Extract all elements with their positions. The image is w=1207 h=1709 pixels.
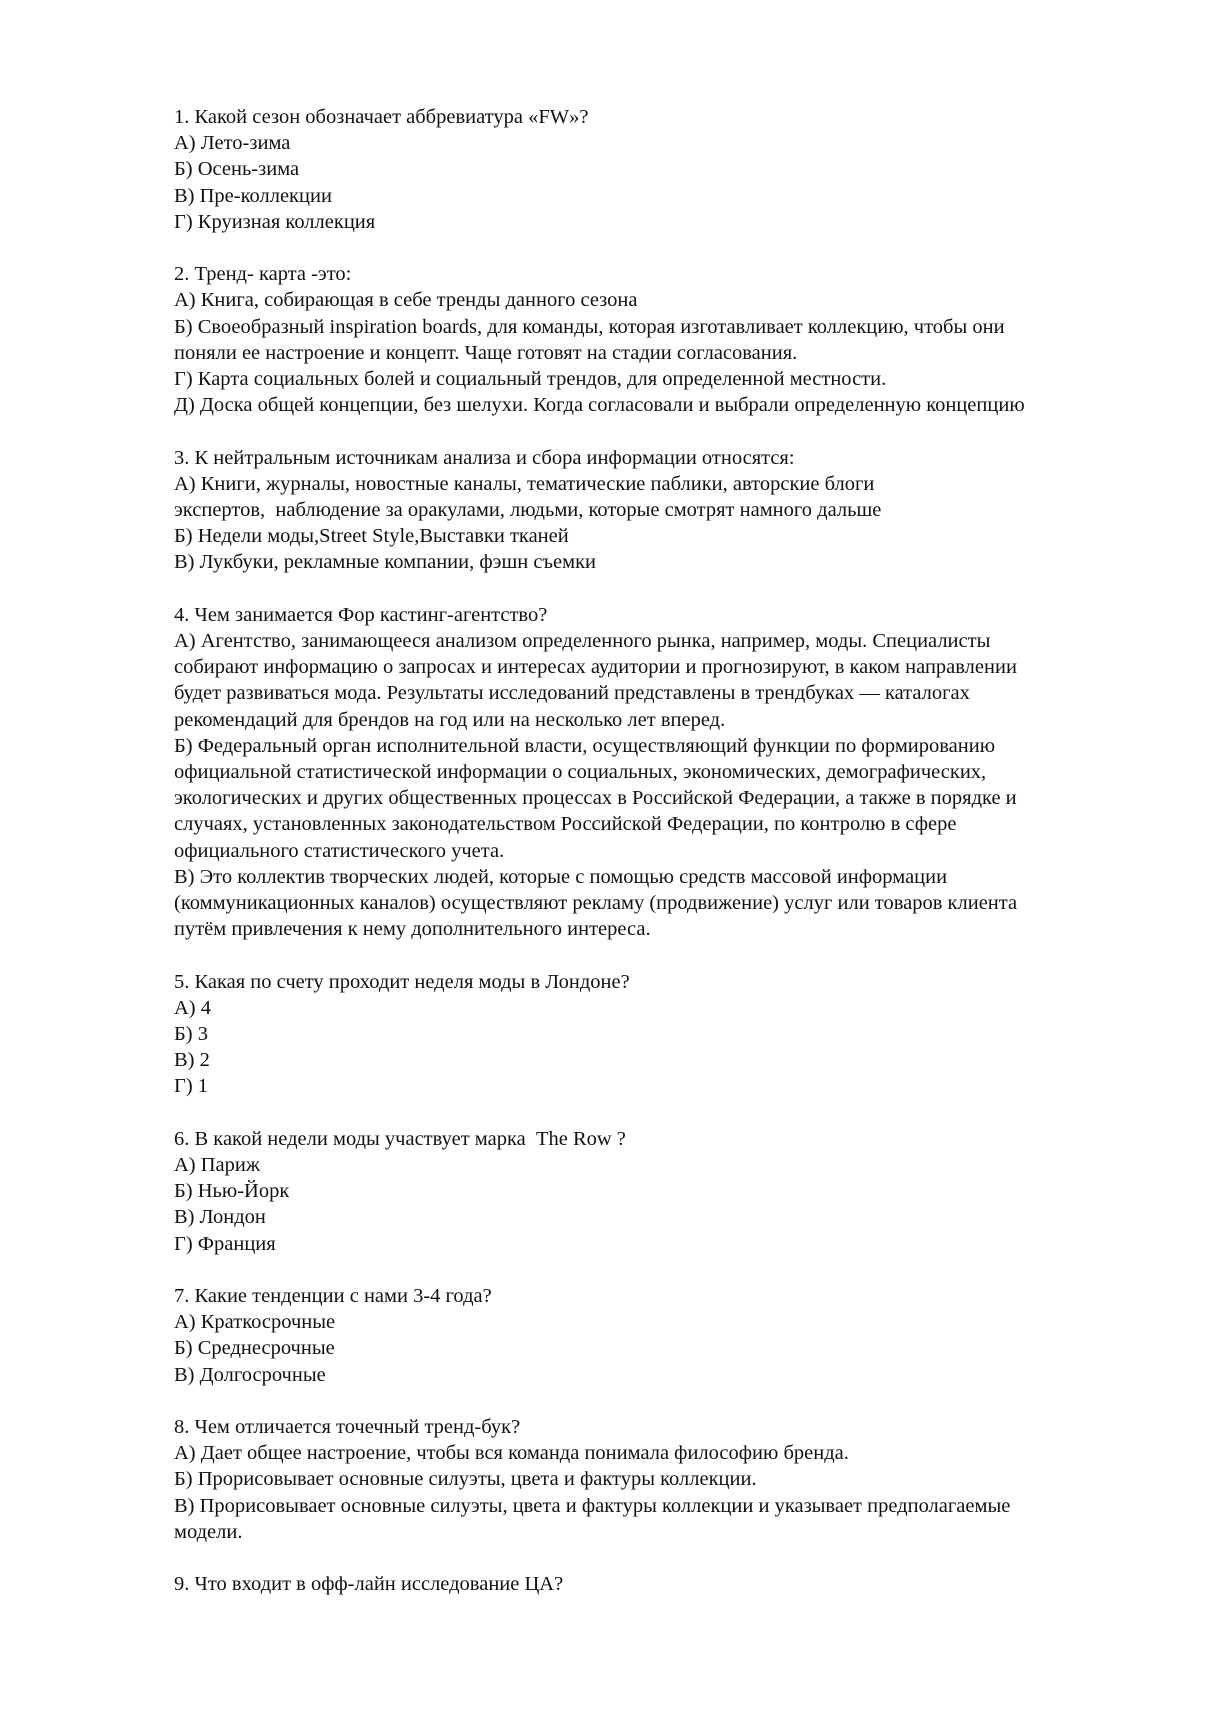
answer-option: А) Агентство, занимающееся анализом определенного рынка, например, моды. Специалисты bbox=[174, 630, 991, 653]
answer-option: В) Прорисовывает основные силуэты, цвета и фактуры коллекции и указывает предполагаемые bbox=[174, 1494, 1011, 1517]
question-text: 9. Что входит в офф-лайн исследование ЦА? bbox=[174, 1573, 564, 1596]
answer-option-continuation: путём привлечения к нему дополнительного интереса. bbox=[174, 918, 651, 941]
answer-option-continuation: случаях, установленных законодательством Российской Федерации, по контролю в сфере bbox=[174, 813, 957, 836]
answer-option: Б) Недели моды,Street Style,Выставки тканей bbox=[174, 525, 569, 548]
answer-option-continuation: поняли ее настроение и концепт. Чаще готовят на стадии согласования. bbox=[174, 341, 798, 364]
question-1 bbox=[174, 104, 1174, 235]
answer-option: А) 4 bbox=[174, 996, 212, 1019]
answer-option-continuation: модели. bbox=[174, 1520, 243, 1543]
answer-option: В) Это коллектив творческих людей, которые с помощью средств массовой информации bbox=[174, 865, 948, 888]
answer-option-continuation: экспертов, наблюдение за оракулами, людьми, которые смотрят намного дальше bbox=[174, 499, 882, 522]
answer-option-continuation: официального статистического учета. bbox=[174, 839, 505, 862]
question-text: 2. Тренд- карта -это: bbox=[174, 263, 352, 286]
question-3 bbox=[174, 445, 1174, 576]
question-text: 8. Чем отличается точечный тренд-бук? bbox=[174, 1416, 521, 1439]
question-text: 4. Чем занимается Фор кастинг-агентство? bbox=[174, 603, 548, 626]
answer-option: Г) Круизная коллекция bbox=[174, 210, 376, 233]
answer-option: А) Книги, журналы, новостные каналы, тематические паблики, авторские блоги bbox=[174, 472, 875, 495]
question-7 bbox=[174, 1283, 1174, 1388]
answer-option: Б) Своеобразный inspiration boards, для команды, которая изготавливает коллекцию, чтобы они bbox=[174, 315, 1005, 338]
answer-option: В) Лондон bbox=[174, 1206, 266, 1229]
answer-option-continuation: экологических и других общественных процессах в Российской Федерации, а также в порядке и bbox=[174, 787, 1017, 810]
question-text: 3. К нейтральным источникам анализа и сбора информации относятся: bbox=[174, 446, 795, 469]
answer-option-continuation: официальной статистической информации о социальных, экономических, демографических, bbox=[174, 761, 987, 784]
answer-option: В) 2 bbox=[174, 1049, 210, 1072]
question-2 bbox=[174, 261, 1174, 418]
answer-option: А) Париж bbox=[174, 1154, 261, 1177]
answer-option: Б) Федеральный орган исполнительной власти, осуществляющий функции по формированию bbox=[174, 734, 996, 757]
question-6 bbox=[174, 1126, 1174, 1257]
answer-option: Г) Франция bbox=[174, 1232, 276, 1255]
question-text: 5. Какая по счету проходит неделя моды в Лондоне? bbox=[174, 970, 630, 993]
answer-option: Б) Прорисовывает основные силуэты, цвета и фактуры коллекции. bbox=[174, 1468, 757, 1491]
answer-option: Г) Карта социальных болей и социальный трендов, для определенной местности. bbox=[174, 368, 887, 391]
question-4 bbox=[174, 602, 1174, 943]
answer-option: А) Лето-зима bbox=[174, 132, 291, 155]
question-8 bbox=[174, 1414, 1174, 1545]
answer-option-continuation: будет развиваться мода. Результаты исследований представлены в трендбуках — каталогах bbox=[174, 682, 970, 705]
question-text: 1. Какой сезон обозначает аббревиатура «FW»? bbox=[174, 106, 589, 128]
answer-option: Г) 1 bbox=[174, 1075, 209, 1098]
document-page bbox=[174, 104, 1174, 1624]
answer-option: А) Краткосрочные bbox=[174, 1311, 336, 1334]
answer-option-continuation: рекомендаций для брендов на год или на несколько лет вперед. bbox=[174, 708, 726, 731]
answer-option: А) Дает общее настроение, чтобы вся команда понимала философию бренда. bbox=[174, 1442, 849, 1465]
answer-option-continuation: собирают информацию о запросах и интересах аудитории и прогнозируют, в каком направлении bbox=[174, 656, 1017, 679]
answer-option: Б) Нью-Йорк bbox=[174, 1180, 290, 1203]
question-9 bbox=[174, 1571, 1174, 1597]
answer-option-continuation: (коммуникационных каналов) осуществляют рекламу (продвижение) услуг или товаров клиента bbox=[174, 892, 1018, 915]
answer-option: Б) Осень-зима bbox=[174, 158, 300, 181]
question-text: 7. Какие тенденции с нами 3-4 года? bbox=[174, 1285, 492, 1308]
answer-option: Д) Доска общей концепции, без шелухи. Когда согласовали и выбрали определенную концепцию bbox=[174, 394, 1025, 417]
answer-option: В) Пре-коллекции bbox=[174, 184, 332, 207]
answer-option: В) Лукбуки, рекламные компании, фэшн съемки bbox=[174, 551, 597, 574]
answer-option: А) Книга, собирающая в себе тренды данного сезона bbox=[174, 289, 638, 312]
answer-option: Б) 3 bbox=[174, 1023, 208, 1046]
question-text: 6. В какой недели моды участвует марка The Row ? bbox=[174, 1127, 626, 1150]
answer-option: Б) Среднесрочные bbox=[174, 1337, 335, 1360]
answer-option: В) Долгосрочные bbox=[174, 1363, 326, 1386]
question-5 bbox=[174, 969, 1174, 1100]
